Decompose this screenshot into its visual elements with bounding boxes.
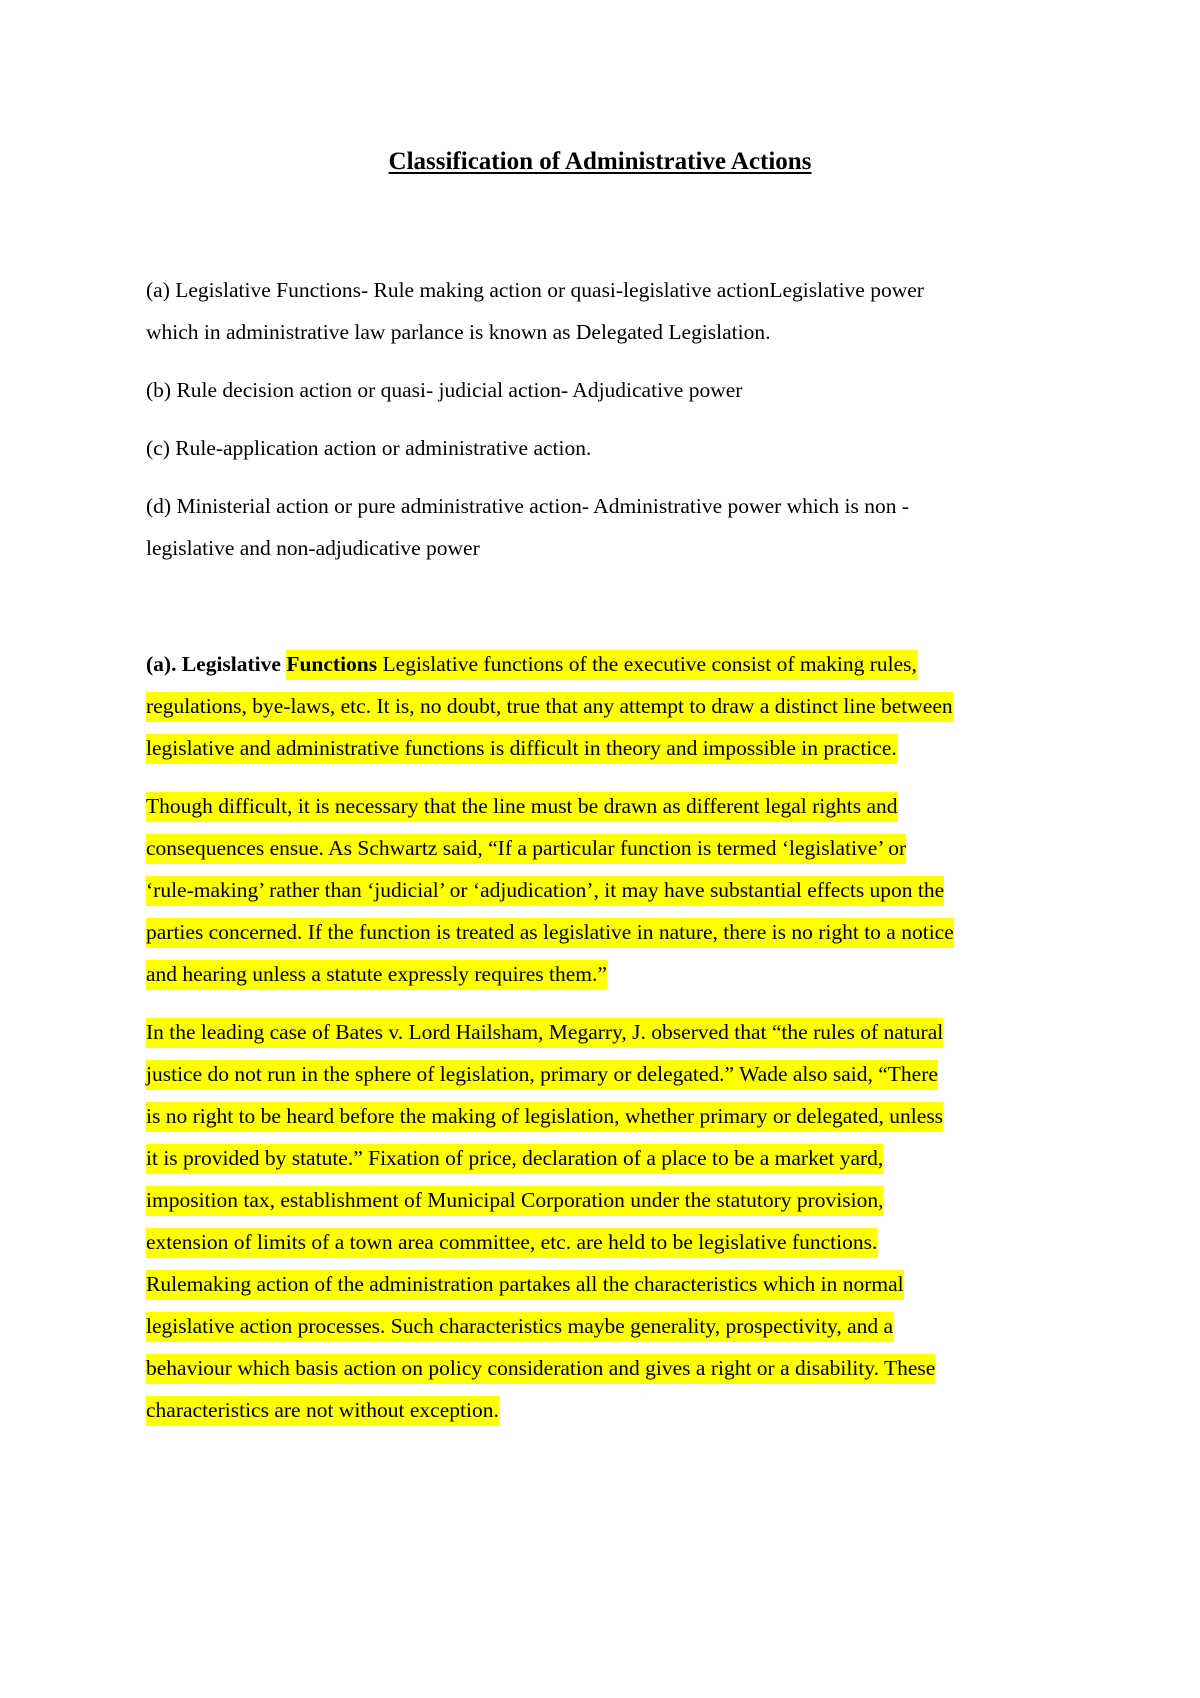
section-a-line-2 <box>146 690 953 722</box>
highlighted-text: parties concerned. If the function is treated as legislative in nature, there is no right to a notice <box>146 918 954 948</box>
list-item-d-line-2: legislative and non-adjudicative power <box>146 536 480 560</box>
section-a-para-3-line-5 <box>146 1184 883 1216</box>
section-a-para-3-line-9 <box>146 1352 935 1384</box>
section-a-heading-prefix: (a). Legislative <box>146 652 287 676</box>
highlighted-text: imposition tax, establishment of Municipal Corporation under the statutory provision, <box>146 1186 883 1216</box>
section-a-line-1 <box>146 648 917 680</box>
section-a-heading-highlighted: Functions <box>286 650 377 680</box>
highlighted-text: characteristics are not without exception. <box>146 1396 499 1426</box>
section-a-para-2-line-5 <box>146 958 607 990</box>
highlighted-text: extension of limits of a town area committee, etc. are held to be legislative functions. <box>146 1228 877 1258</box>
list-item-a-line-1: (a) Legislative Functions- Rule making action or quasi-legislative actionLegislative power <box>146 278 924 302</box>
highlighted-text: regulations, bye-laws, etc. It is, no doubt, true that any attempt to draw a distinct line between <box>146 692 953 722</box>
highlighted-text: Rulemaking action of the administration partakes all the characteristics which in normal <box>146 1270 904 1300</box>
list-item-c: (c) Rule-application action or administrative action. <box>146 436 592 460</box>
page-title: Classification of Administrative Actions <box>388 148 812 175</box>
section-a-para-3-line-2 <box>146 1058 938 1090</box>
section-a-para-3-line-8 <box>146 1310 893 1342</box>
highlighted-text: legislative and administrative functions is difficult in theory and impossible in practice. <box>146 734 897 764</box>
list-item-a-line-2: which in administrative law parlance is known as Delegated Legislation. <box>146 320 771 344</box>
section-a-para-3-line-1 <box>146 1016 943 1048</box>
section-a-text: Legislative functions of the executive consist of making rules, <box>377 650 917 680</box>
highlighted-text: is no right to be heard before the making of legislation, whether primary or delegated, unless <box>146 1102 943 1132</box>
section-a-para-2-line-3 <box>146 874 944 906</box>
section-a-para-3-line-3 <box>146 1100 943 1132</box>
section-a-line-3 <box>146 732 897 764</box>
list-item-d-line-1: (d) Ministerial action or pure administrative action- Administrative power which is non - <box>146 494 910 518</box>
section-a-para-2-line-1 <box>146 790 898 822</box>
highlighted-text: behaviour which basis action on policy consideration and gives a right or a disability. These <box>146 1354 935 1384</box>
section-a-para-2-line-2 <box>146 832 906 864</box>
section-a-para-3-line-10 <box>146 1394 499 1426</box>
section-a-para-2-line-4 <box>146 916 954 948</box>
highlighted-text: ‘rule-making’ rather than ‘judicial’ or ‘adjudication’, it may have substantial effects upon the <box>146 876 944 906</box>
highlighted-text: In the leading case of Bates v. Lord Hailsham, Megarry, J. observed that “the rules of natural <box>146 1018 943 1048</box>
highlighted-text: consequences ensue. As Schwartz said, “If a particular function is termed ‘legislative’ or <box>146 834 906 864</box>
section-a-para-3-line-4 <box>146 1142 883 1174</box>
highlighted-text: legislative action processes. Such characteristics maybe generality, prospectivity, and a <box>146 1312 893 1342</box>
highlighted-text: and hearing unless a statute expressly requires them.” <box>146 960 607 990</box>
highlighted-text: Though difficult, it is necessary that the line must be drawn as different legal rights and <box>146 792 898 822</box>
highlighted-text: justice do not run in the sphere of legislation, primary or delegated.” Wade also said, “There <box>146 1060 938 1090</box>
list-item-b: (b) Rule decision action or quasi- judicial action- Adjudicative power <box>146 378 743 402</box>
highlighted-text: it is provided by statute.” Fixation of price, declaration of a place to be a market yard, <box>146 1144 883 1174</box>
section-a-para-3-line-6 <box>146 1226 877 1258</box>
section-a-para-3-line-7 <box>146 1268 904 1300</box>
